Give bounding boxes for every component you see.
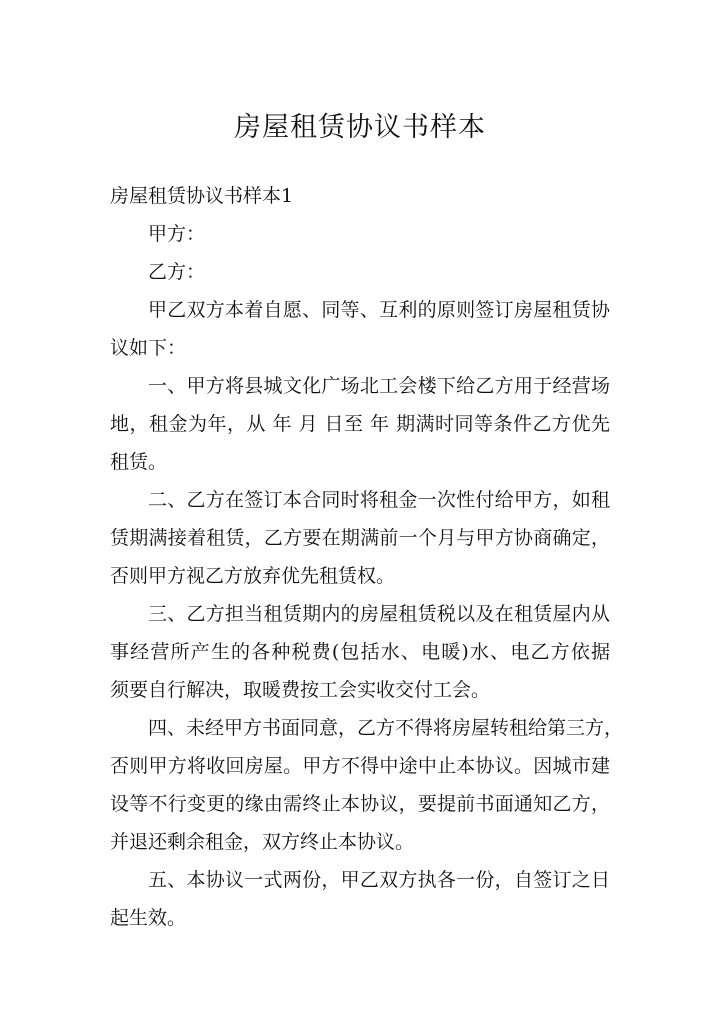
body-line: 五、本协议一式两份，甲乙双方执各一份，自签订之日 xyxy=(148,869,610,891)
body-line: 乙方： xyxy=(148,261,206,283)
body-line: 赁期满接着租赁，乙方要在期满前一个月与甲方协商确定， xyxy=(110,527,610,549)
body-line: 租赁。 xyxy=(110,451,168,473)
body-line: 设等不行变更的缘由需终止本协议，要提前书面通知乙方， xyxy=(110,793,610,815)
body-line: 并退还剩余租金，双方终止本协议。 xyxy=(110,831,415,853)
body-line: 议如下： xyxy=(110,337,187,359)
body-line: 二、乙方在签订本合同时将租金一次性付给甲方，如租 xyxy=(148,489,610,511)
body-line: 事经营所产生的各种税费(包括水、电暖)水、电乙方依据 xyxy=(110,641,610,663)
document-title: 房屋租赁协议书样本 xyxy=(234,112,486,143)
body-line: 须要自行解决，取暖费按工会实收交付工会。 xyxy=(110,679,491,701)
body-line: 地，租金为年，从 年 月 日至 年 期满时同等条件乙方优先 xyxy=(110,413,610,435)
body-line: 否则甲方视乙方放弃优先租赁权。 xyxy=(110,565,396,587)
body-line: 起生效。 xyxy=(110,907,187,929)
body-line: 四、未经甲方书面同意，乙方不得将房屋转租给第三方， xyxy=(148,717,624,739)
body-line: 甲乙双方本着自愿、同等、互利的原则签订房屋租赁协 xyxy=(148,299,610,321)
document-body xyxy=(110,177,624,937)
body-line: 一、甲方将县城文化广场北工会楼下给乙方用于经营场 xyxy=(148,375,610,397)
body-line: 否则甲方将收回房屋。甲方不得中途中止本协议。因城市建 xyxy=(110,755,610,777)
body-line: 三、乙方担当租赁期内的房屋租赁税以及在租赁屋内从 xyxy=(148,603,610,625)
body-line: 房屋租赁协议书样本1 xyxy=(110,185,294,207)
body-line: 甲方： xyxy=(148,223,206,245)
